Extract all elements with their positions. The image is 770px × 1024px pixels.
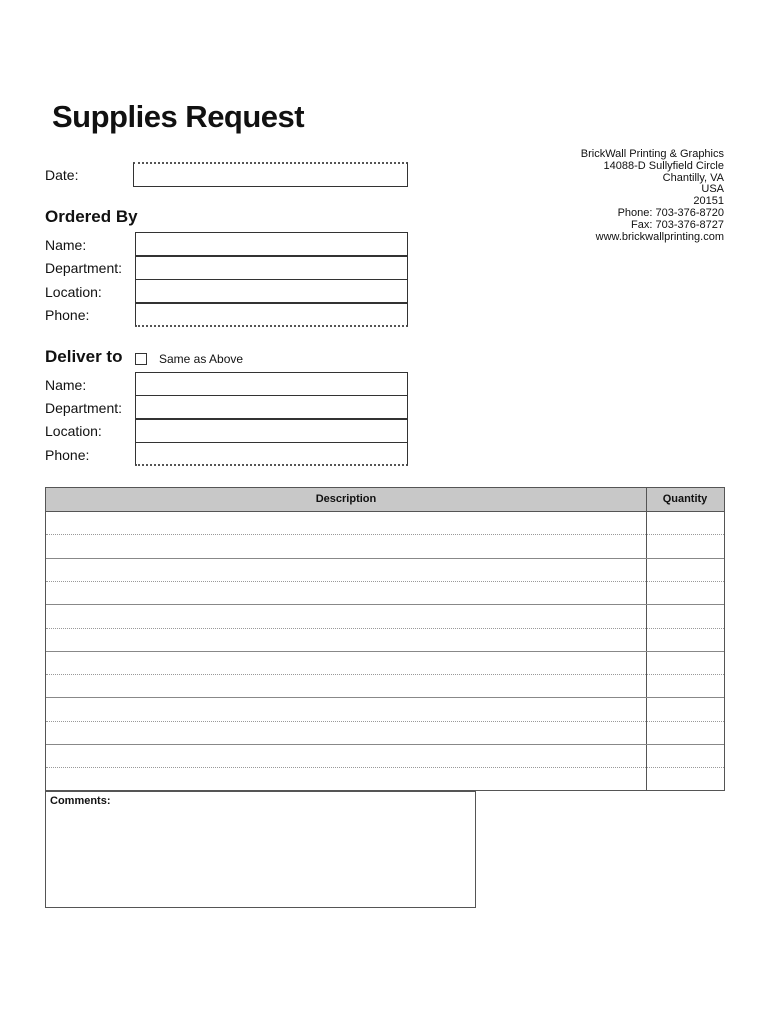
description-header: Description [315,493,377,505]
table-row[interactable] [46,534,724,535]
table-row[interactable] [46,604,724,605]
table-row[interactable] [46,697,724,698]
table-header [46,488,724,512]
ordered-name-label: Name: [45,237,87,253]
deliver-department-label: Department: [45,400,123,416]
table-row[interactable] [46,651,724,652]
same-as-above-label: Same as Above [159,352,244,366]
same-as-above-checkbox[interactable] [135,353,147,365]
deliver-location-label: Location: [45,423,102,439]
deliver-phone-field[interactable] [135,442,408,466]
table-row[interactable] [46,674,724,675]
items-table [45,487,725,791]
ordered-phone-label: Phone: [45,307,90,323]
ordered-location-field[interactable] [135,279,408,303]
ordered-department-label: Department: [45,260,123,276]
company-website: www.brickwallprinting.com [595,230,724,243]
ordered-by-heading: Ordered By [45,207,138,226]
table-row[interactable] [46,628,724,629]
date-field[interactable] [133,162,408,187]
deliver-to-heading: Deliver to [45,347,123,366]
quantity-header: Quantity [662,493,708,505]
deliver-phone-label: Phone: [45,447,90,463]
ordered-department-field[interactable] [135,256,408,280]
company-address: 14088-D Sullyfield Circle [603,159,724,172]
deliver-department-field[interactable] [135,395,408,419]
deliver-name-field[interactable] [135,372,408,396]
comments-box[interactable] [45,791,476,908]
ordered-name-field[interactable] [135,232,408,256]
table-row[interactable] [46,744,724,745]
ordered-phone-field[interactable] [135,303,408,327]
company-fax: Fax: 703-376-8727 [631,218,724,231]
company-zip: 20151 [693,195,724,208]
company-info [581,149,724,243]
deliver-name-label: Name: [45,377,87,393]
date-label: Date: [45,167,79,183]
company-city: Chantilly, VA [662,171,724,184]
company-country: USA [701,183,724,196]
ordered-location-label: Location: [45,284,102,300]
company-name: BrickWall Printing & Graphics [580,148,724,160]
deliver-location-field[interactable] [135,419,408,443]
table-row[interactable] [46,581,724,582]
page-title: Supplies Request [52,99,305,134]
table-row[interactable] [46,767,724,768]
comments-label: Comments: [50,795,111,807]
table-row[interactable] [46,721,724,722]
company-phone: Phone: 703-376-8720 [617,206,724,219]
table-row[interactable] [46,558,724,559]
